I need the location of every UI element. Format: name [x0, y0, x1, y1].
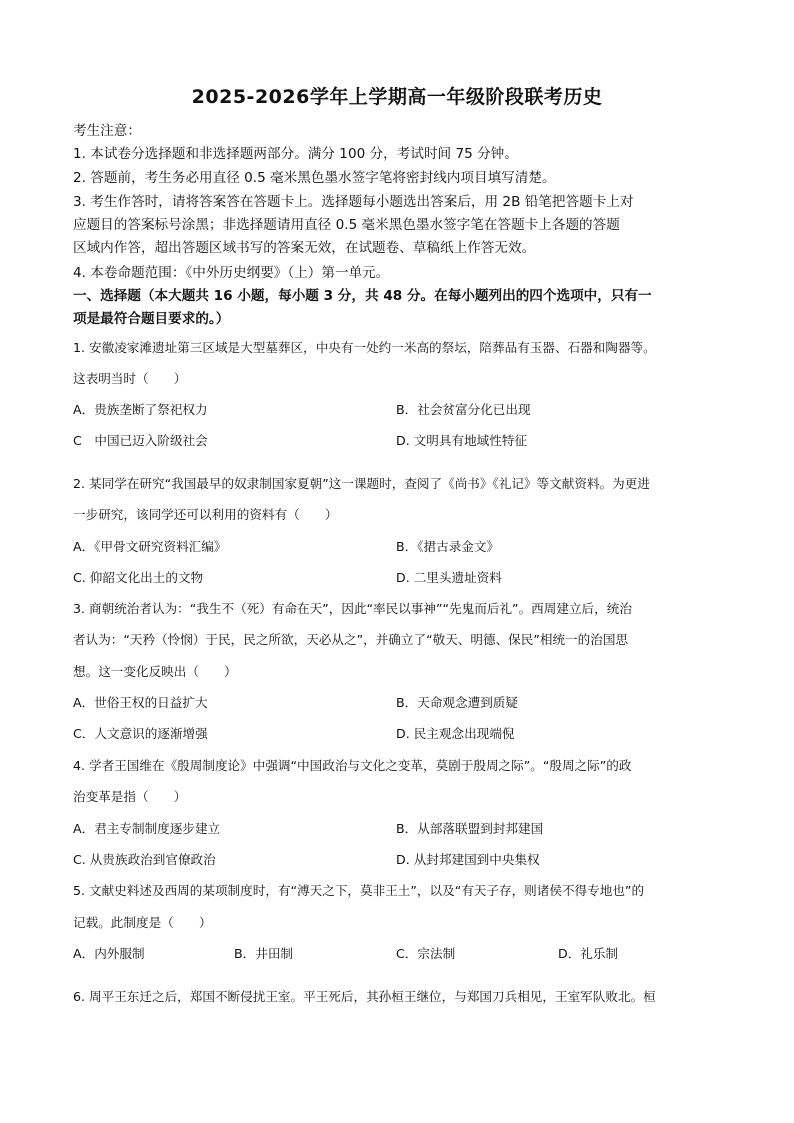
question-3-option-c[interactable]: C．人文意识的逐渐增强 — [73, 726, 208, 741]
note-line: 区域内作答，超出答题区域书写的答案无效，在试题卷、草稿纸上作答无效。 — [73, 240, 536, 256]
section-heading: 一、选择题（本大题共 16 小题，每小题 3 分，共 48 分。在每小题列出的四个选项中，只有一 — [73, 288, 652, 304]
question-4-option-c[interactable]: C. 从贵族政治到官僚政治 — [73, 852, 216, 867]
note-line: 1. 本试卷分选择题和非选择题两部分。满分 100 分，考试时间 75 分钟。 — [73, 146, 518, 162]
question-5-stem: 5. 文献史料述及西周的某项制度时，有“溥天之下，莫非王土”，以及“有天子存，则诸侯不得专地也”的 — [73, 883, 645, 898]
question-1-option-c[interactable]: C 中国已迈入阶级社会 — [73, 433, 208, 448]
question-4-stem: 4. 学者王国维在《殷周制度论》中强调“中国政治与文化之变革，莫剧于殷周之际”。“殷周之际”的政 — [73, 758, 632, 773]
question-2-option-c[interactable]: C. 仰韶文化出土的文物 — [73, 570, 204, 585]
question-4-option-b[interactable]: B．从部落联盟到封邦建国 — [396, 821, 544, 836]
note-line: 4. 本卷命题范围：《中外历史纲要》（上）第一单元。 — [73, 265, 390, 281]
question-2-option-b[interactable]: B．《捃古录金文》 — [396, 539, 500, 554]
question-4-option-d[interactable]: D. 从封邦建国到中央集权 — [396, 852, 540, 867]
question-5-option-a[interactable]: A．内外服制 — [73, 946, 145, 961]
question-5-option-d[interactable]: D．礼乐制 — [558, 946, 619, 961]
question-2-stem: 一步研究，该同学还可以利用的资料有（ ） — [73, 507, 338, 522]
question-3-option-d[interactable]: D. 民主观念出现端倪 — [396, 726, 515, 741]
question-3-stem: 3. 商朝统治者认为：“我生不（死）有命在天”，因此“率民以事神”“先鬼而后礼”。西周建立后，统治 — [73, 601, 632, 616]
note-line: 3. 考生作答时，请将答案答在答题卡上。选择题每小题选出答案后，用 2B 铅笔把答题卡上对 — [73, 194, 634, 210]
question-3-stem: 想。这一变化反映出（ ） — [73, 664, 237, 679]
question-1-stem: 1. 安徽凌家滩遗址第三区域是大型墓葬区，中央有一处约一米高的祭坛，陪葬品有玉器、石器和陶器等。 — [73, 340, 656, 355]
question-1-option-a[interactable]: A．贵族垄断了祭祀权力 — [73, 402, 208, 417]
section-heading-cont: 项是最符合题目要求的。） — [73, 311, 230, 327]
question-3-option-b[interactable]: B．天命观念遭到质疑 — [396, 695, 518, 710]
notes-heading: 考生注意： — [73, 123, 141, 139]
question-2-stem: 2. 某同学在研究“我国最早的奴隶制国家夏朝”这一课题时，查阅了《尚书》《礼记》等文献资料。为更进 — [73, 476, 650, 491]
question-3-option-a[interactable]: A．世俗王权的日益扩大 — [73, 695, 208, 710]
question-4-stem: 治变革是指（ ） — [73, 789, 187, 804]
question-5-option-c[interactable]: C．宗法制 — [396, 946, 456, 961]
question-3-stem: 者认为：“天矜（怜悯）于民，民之所欲，天必从之”，并确立了“敬天、明德、保民”相统一的治国思 — [73, 632, 629, 647]
note-line: 应题目的答案标号涂黑；非选择题请用直径 0.5 毫米黑色墨水签字笔在答题卡上各题的答题 — [73, 217, 620, 233]
question-6-stem: 6. 周平王东迁之后，郑国不断侵扰王室。平王死后，其孙桓王继位，与郑国刀兵相见，王室军队败北。桓 — [73, 989, 656, 1004]
question-2-option-a[interactable]: A．《甲骨文研究资料汇编》 — [73, 539, 227, 554]
exam-title: 2025-2026学年上学期高一年级阶段联考历史 — [191, 86, 603, 108]
question-1-stem: 这表明当时（ ） — [73, 371, 187, 386]
question-5-option-b[interactable]: B．井田制 — [234, 946, 294, 961]
question-1-option-b[interactable]: B．社会贫富分化已出现 — [396, 402, 531, 417]
note-line: 2. 答题前，考生务必用直径 0.5 毫米黑色墨水签字笔将密封线内项目填写清楚。 — [73, 170, 556, 186]
question-5-stem: 记载。此制度是（ ） — [73, 915, 212, 930]
question-4-option-a[interactable]: A．君主专制制度逐步建立 — [73, 821, 221, 836]
question-1-option-d[interactable]: D. 文明具有地域性特征 — [396, 433, 528, 448]
question-2-option-d[interactable]: D. 二里头遗址资料 — [396, 570, 502, 585]
